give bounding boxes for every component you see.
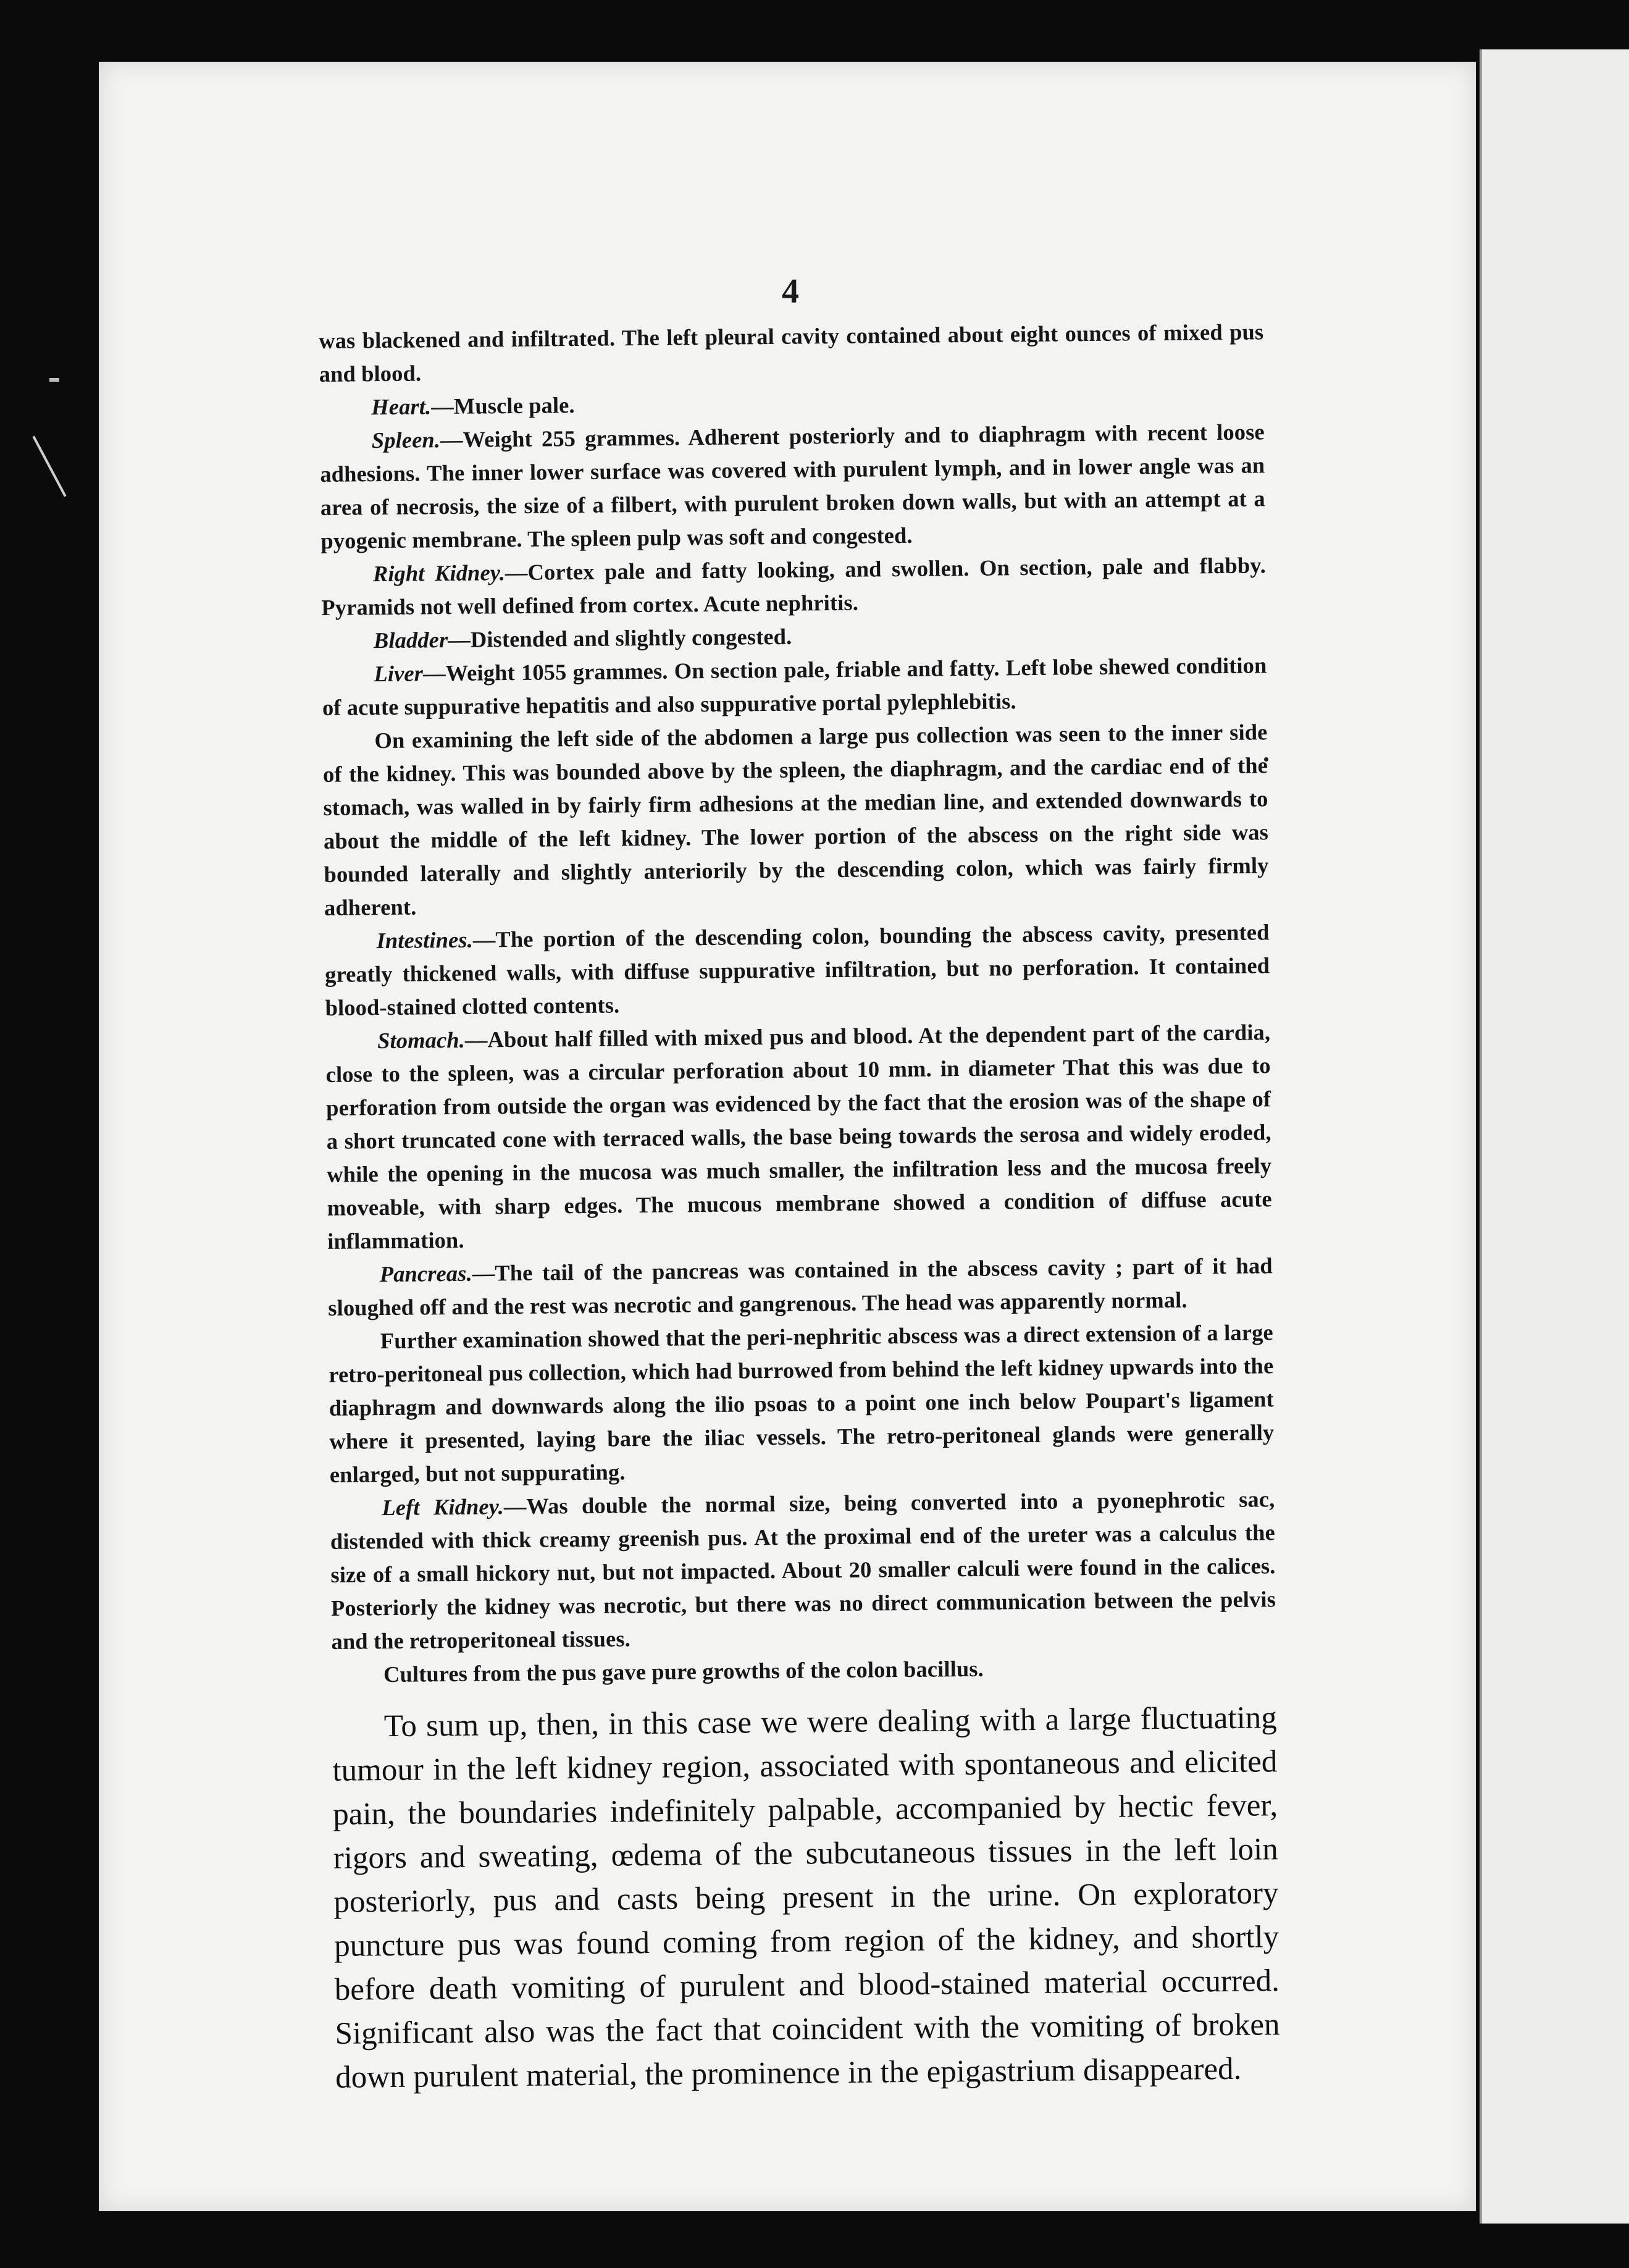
report-paragraph: Bladder—Distended and slightly congested. bbox=[373, 623, 792, 653]
report-paragraph: On examining the left side of the abdomen a large pus collection was seen to the inner side of the kidney. This was bounded above by the spleen, the diaphragm, and the cardiac end of the stomach, was walled in by fairly firm adhesions at the median line, and extended downwards to about the middle of the left kidney. The lower portion of the abscess on the right side was bounded laterally and slightly anteriorily by the descending colon, which was fairly firmly adherent. bbox=[322, 719, 1269, 920]
report-paragraph: Heart.—Muscle pale. bbox=[371, 392, 575, 420]
organ-label: Intestines. bbox=[376, 926, 474, 954]
organ-label: Left Kidney. bbox=[382, 1493, 505, 1521]
report-paragraph: Further examination showed that the peri-nephritic abscess was a direct extension of a large retro-peritoneal pus collection, which had burrowed from behind the left kidney upwards into the diaphragm and downwards along the ilio psoas to a point one inch below Poupart's ligament where it presented, laying bare the iliac vessels. The retro-peritoneal glands were generally enlarged, but not suppurating. bbox=[329, 1319, 1275, 1487]
report-paragraph: Liver—Weight 1055 grammes. On section pale, friable and fatty. Left lobe shewed condition of acute suppurative hepatitis and also suppurative portal pylephlebitis. bbox=[322, 652, 1267, 720]
document-body bbox=[319, 315, 1281, 2100]
report-paragraph: was blackened and infiltrated. The left pleural cavity contained about eight ounces of mixed pus and blood. bbox=[319, 319, 1264, 387]
adjacent-page-edge bbox=[1480, 49, 1629, 2224]
report-paragraph: Left Kidney.—Was double the normal size, being converted into a pyonephrotic sac, distended with thick creamy greenish pus. At the proximal end of the ureter was a calculus the size of a small hickory nut, but not impacted. About 20 smaller calculi were found in the calices. Posteriorly the kidney was necrotic, but there was no direct communication between the pelvis and the retroperitoneal tissues. bbox=[330, 1486, 1276, 1654]
report-paragraph: Right Kidney.—Cortex pale and fatty looking, and swollen. On section, pale and flabby. Pyramids not well defined from cortex. Acute nephritis. bbox=[321, 552, 1267, 620]
organ-label: Heart. bbox=[371, 393, 432, 420]
organ-label: Pancreas. bbox=[379, 1260, 472, 1287]
organ-label: Right Kidney. bbox=[372, 560, 506, 587]
report-paragraph: Cultures from the pus gave pure growths of the colon bacillus. bbox=[383, 1655, 984, 1687]
margin-mark bbox=[32, 435, 66, 497]
organ-label: Stomach. bbox=[377, 1027, 466, 1054]
page-number: 4 bbox=[782, 272, 799, 311]
report-paragraph: Stomach.—About half filled with mixed pus and blood. At the dependent part of the cardia, close to the spleen, was a circular perforation about 10 mm. in diameter That this was due to perforation from outside the organ was evidenced by the fact that the erosion was of the shape of a short truncated cone with terraced walls, the base being towards the serosa and widely eroded, while the opening in the mucosa was much smaller, the infiltration less and the mucosa freely moveable, with sharp edges. The mucous membrane showed a condition of diffuse acute inflammation. bbox=[325, 1019, 1272, 1254]
report-paragraph: Pancreas.—The tail of the pancreas was contained in the abscess cavity ; part of it had sloughed off and the rest was necrotic and gangrenous. The head was apparently normal. bbox=[328, 1253, 1273, 1321]
report-paragraph: Intestines.—The portion of the descending colon, bounding the abscess cavity, presented greatly thickened walls, with diffuse suppurative infiltration, but no perforation. It contained blood-stained clotted contents. bbox=[324, 919, 1270, 1020]
summary-paragraph: To sum up, then, in this case we were dealing with a large fluctuating tumour in the left kidney region, associated with spontaneous and elicited pain, the boundaries indefinitely palpable, accompanied by hectic fever, rigors and sweating, œdema of the subcutaneous tissues in the left loin posteriorly, pus and casts being present in the urine. On exploratory puncture pus was found coming from region of the kidney, and shortly before death vomiting of purulent and blood-stained material occurred. Significant also was the fact that coincident with the vomiting of broken down purulent material, the prominence in the epigastrium disappeared. bbox=[332, 1700, 1280, 2095]
organ-label: Bladder bbox=[373, 627, 448, 653]
report-paragraph: Spleen.—Weight 255 grammes. Adherent posteriorly and to diaphragm with recent loose adhesions. The inner lower surface was covered with purulent lymph, and in lower angle was an area of necrosis, the size of a filbert, with purulent broken down walls, but with an attempt at a pyogenic membrane. The spleen pulp was soft and congested. bbox=[320, 419, 1265, 553]
margin-mark bbox=[49, 378, 59, 382]
organ-label: Spleen. bbox=[371, 427, 441, 453]
autopsy-report bbox=[319, 315, 1276, 1692]
organ-label: Liver bbox=[374, 660, 424, 687]
case-summary bbox=[332, 1696, 1280, 2100]
